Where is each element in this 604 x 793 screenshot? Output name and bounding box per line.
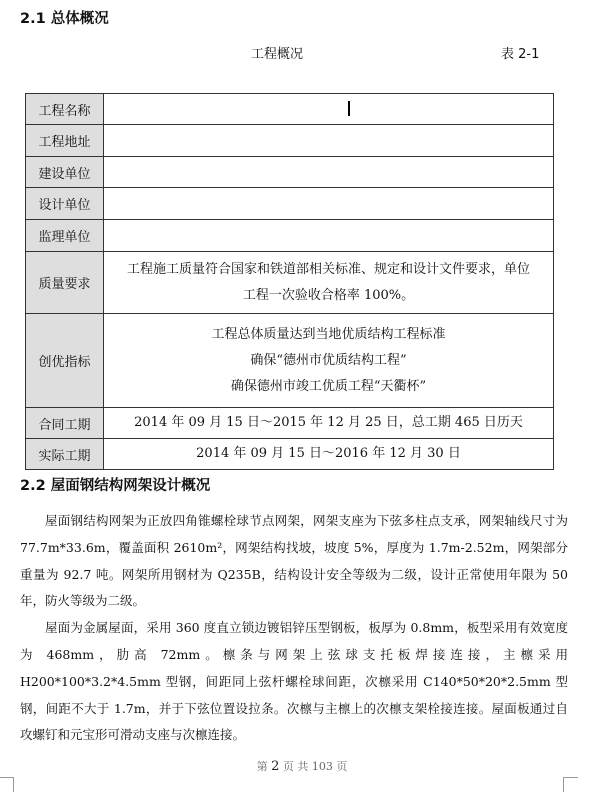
row-value[interactable] [104, 94, 554, 125]
section-heading: 2.2 屋面钢结构网架设计概况 [20, 478, 211, 494]
table-row [26, 439, 554, 470]
row-value [104, 125, 554, 157]
table-row [26, 94, 554, 125]
value-line: 确保“德州市优质结构工程” [250, 352, 407, 368]
paragraph: 屋面为金属屋面，采用 360 度直立锁边镀铝锌压型钢板，板厚为 0.8mm，板型采用有效宽度为 468mm，肋高 72mm。檩条与网架上弦球支托板焊接连接，主檩采用 H200*100*3.2*4.5mm 型钢，间距同上弦杆螺栓球间距，次檩采用 C140*50*20*2.5mm 型钢，间距不大于 1.7m，并于下弦位置设拉条。次檩与主檩上的次檩支架栓接连接。屋面板通过自攻螺钉和元宝形可滑动支座与次檩连接。 [20, 620, 568, 743]
table-row [26, 157, 554, 188]
value-line: 工程一次验收合格率 100%。 [242, 287, 415, 303]
total-pages: 103 [311, 760, 333, 773]
row-value [104, 157, 554, 188]
row-label: 工程名称 [26, 94, 104, 125]
row-label: 设计单位 [26, 188, 104, 220]
paragraph: 屋面钢结构网架为正放四角锥螺栓球节点网架，网架支座为下弦多柱点支承，网架轴线尺寸为 77.7m*33.6m，覆盖面积 2610m²，网架结构找坡，坡度 5%，厚度为 1.7m-2.52m，网架部分重量为 92.7 吨。网架所用钢材为 Q235B，结构设计安全等级为二级，设计正常使用年限为 50 年，防火等级为二级。 [20, 513, 568, 609]
text-cursor [348, 101, 350, 116]
table-row [26, 220, 554, 252]
row-label: 合同工期 [26, 408, 104, 439]
footer-prefix: 第 [256, 760, 268, 773]
value-line: 2014 年 09 月 15 日～2016 年 12 月 30 日 [196, 446, 461, 461]
page-footer [0, 758, 604, 774]
section-heading: 2.1 总体概况 [20, 11, 109, 27]
crop-mark [0, 777, 14, 792]
table-row [26, 408, 554, 439]
table-caption: 工程概况 [251, 47, 304, 62]
row-value [104, 439, 554, 470]
row-value [104, 252, 554, 314]
project-overview-table [25, 93, 554, 470]
row-label: 创优指标 [26, 314, 104, 408]
table-row [26, 252, 554, 314]
value-line: 2014 年 09 月 15 日～2015 年 12 月 25 日，总工期 465 日历天 [134, 415, 523, 430]
row-value [104, 188, 554, 220]
row-label: 监理单位 [26, 220, 104, 252]
row-label: 工程地址 [26, 125, 104, 157]
row-label: 质量要求 [26, 252, 104, 314]
value-line: 工程施工质量符合国家和铁道部相关标准、规定和设计文件要求，单位 [126, 261, 530, 277]
table-row [26, 314, 554, 408]
table-number: 表 2-1 [501, 47, 540, 62]
value-line [104, 96, 553, 122]
value-line: 工程总体质量达到当地优质结构工程标准 [211, 326, 446, 342]
footer-suffix: 页 [336, 760, 348, 773]
footer-middle: 页 共 [282, 760, 309, 773]
row-value [104, 408, 554, 439]
table-row [26, 188, 554, 220]
row-label: 实际工期 [26, 439, 104, 470]
table-row [26, 125, 554, 157]
page-number: 2 [271, 759, 280, 774]
body-text [20, 508, 568, 749]
row-value [104, 220, 554, 252]
row-label: 建设单位 [26, 157, 104, 188]
crop-mark [563, 777, 578, 792]
value-line: 确保德州市竣工优质工程“天衢杯” [230, 378, 427, 394]
row-value [104, 314, 554, 408]
